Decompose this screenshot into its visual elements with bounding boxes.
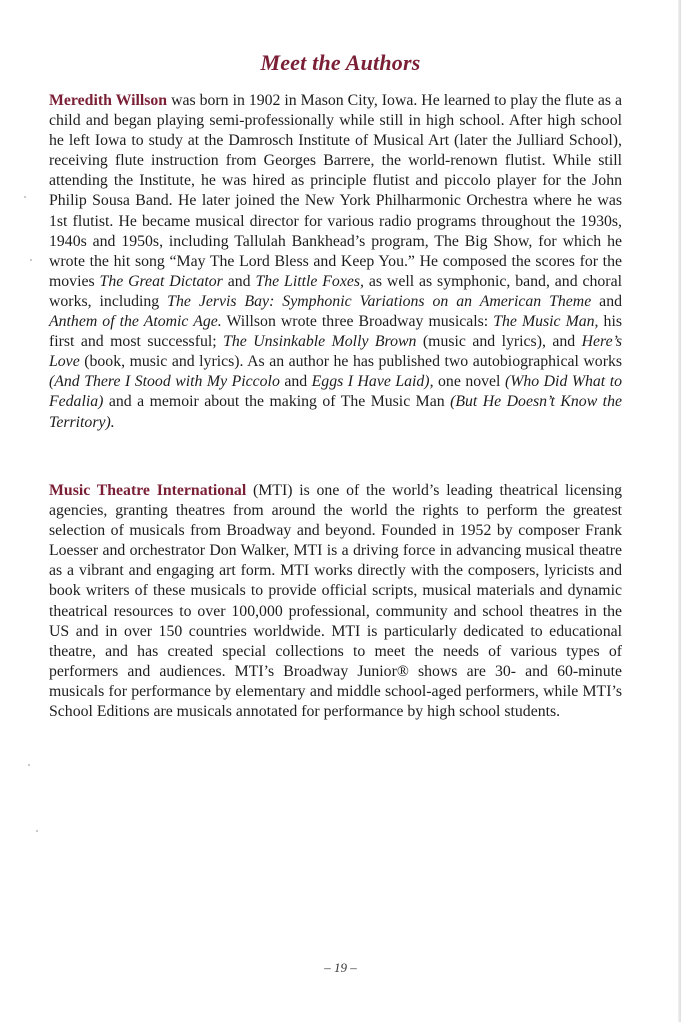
scan-speck bbox=[28, 764, 30, 766]
author-name: Meredith Willson bbox=[49, 92, 168, 109]
text-run: (book, music and lyrics). As an author he has published two autobiographical works bbox=[79, 353, 622, 371]
italic-title: The Little Foxes, bbox=[255, 272, 364, 290]
text-run: as well as symphonic, band, and choral works, including bbox=[49, 272, 622, 310]
text-run: and bbox=[591, 292, 622, 310]
italic-title: Eggs I Have Laid), bbox=[311, 373, 434, 391]
page-number: – 19 – bbox=[324, 960, 357, 975]
scan-speck bbox=[30, 259, 32, 261]
italic-title: (Who Did What to Fedalia) bbox=[49, 373, 622, 411]
italic-title: (And There I Stood with My Piccolo bbox=[49, 373, 280, 391]
text-run: one novel bbox=[433, 373, 505, 391]
bio-text bbox=[49, 482, 622, 720]
page-title: Meet the Authors bbox=[260, 50, 421, 75]
italic-title: The Jervis Bay: Symphonic Variations on an American Theme bbox=[167, 292, 592, 310]
italic-title: The Great Dictator bbox=[99, 272, 223, 290]
italic-title: The Unsinkable Molly Brown bbox=[223, 333, 417, 351]
text-run: and bbox=[222, 272, 256, 290]
text-run: Willson wrote three Broadway musicals: bbox=[221, 313, 494, 331]
author-bio-mti bbox=[49, 481, 622, 722]
italic-title: (But He Doesn’t Know the Territory). bbox=[49, 393, 622, 431]
italic-title: The Music Man, bbox=[493, 313, 599, 331]
scan-speck bbox=[36, 830, 38, 832]
author-name: Music Theatre International bbox=[49, 482, 247, 499]
text-run: and a memoir about the making of The Music Man bbox=[103, 393, 451, 411]
text-run: and bbox=[279, 373, 312, 391]
bio-text bbox=[49, 92, 622, 431]
italic-title: Anthem of the Atomic Age. bbox=[49, 313, 222, 331]
text-run: (MTI) is one of the world’s leading theatrical licensing agencies, granting theatres from around the world the rights to perform the greatest selection of musicals from Broadway and beyond. Founded in 1952 by composer Frank Loesser and orchestrator Don Walker, MTI is a driving force in advancing musical theatre as a vibrant and engaging art form. MTI works directly with the composers, lyricists and book writers of these musicals to provide official scripts, musical materials and dynamic theatrical resources to over 100,000 professional, community and school theatres in the US and in over 150 countries worldwide. MTI is particularly dedicated to educational theatre, and has created special collections to meet the needs of various types of performers and audiences. MTI’s Broadway Junior® shows are 30- and 60-minute musicals for performance by elementary and middle school-aged performers, while MTI’s School Editions are musicals annotated for performance by high school students. bbox=[49, 482, 622, 721]
author-bio-meredith-willson bbox=[49, 91, 622, 433]
scan-speck bbox=[24, 196, 26, 198]
text-run: his first and most successful; bbox=[49, 313, 622, 351]
italic-title: Here’s Love bbox=[49, 333, 622, 371]
text-run: (music and lyrics), and bbox=[416, 333, 582, 351]
text-run: was born in 1902 in Mason City, Iowa. He learned to play the flute as a child and began playing semi-professionally while still in high school. After high school he left Iowa to study at the Damrosch Institute of Musical Art (later the Julliard School), receiving flute instruction from Georges Barrere, the world-renown flutist. While still attending the Institute, he was hired as principle flutist and piccolo player for the John Philip Sousa Band. He later joined the New York Philharmonic Orchestra where he was 1st flutist. He became musical director for various radio programs throughout the 1930s, 1940s and 1950s, including Tallulah Bankhead’s program, The Big Show, for which he wrote the hit song “May The Lord Bless and Keep You.” He composed the scores for the movies bbox=[49, 92, 622, 290]
